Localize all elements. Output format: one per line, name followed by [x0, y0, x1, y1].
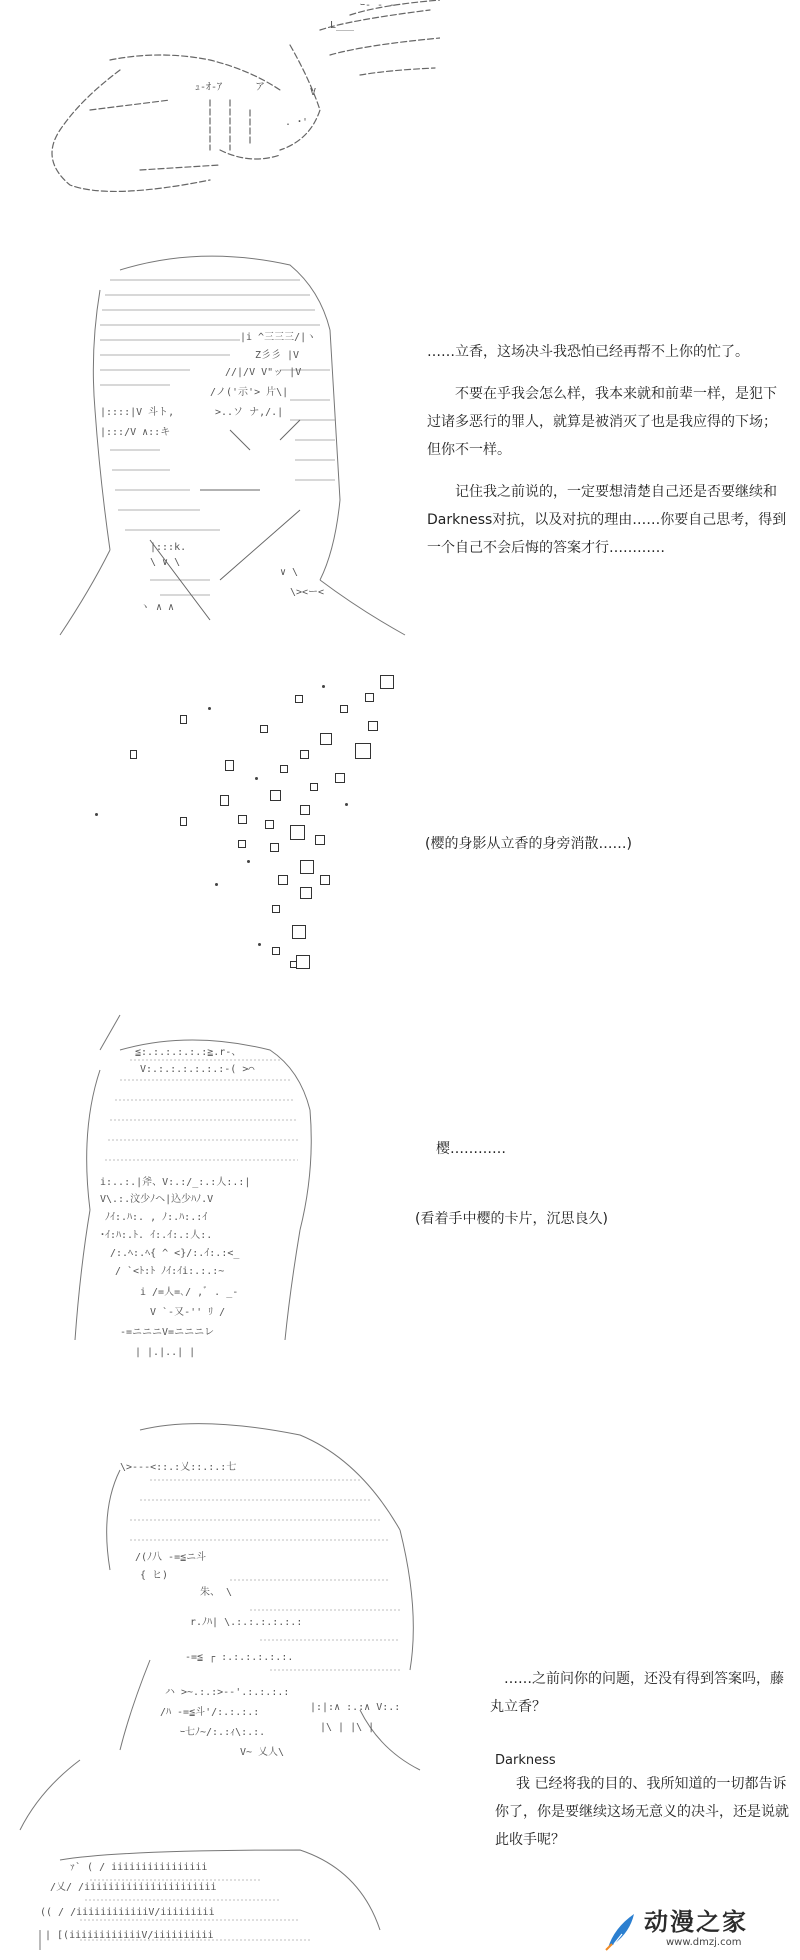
svg-text:V: V	[310, 87, 317, 98]
svg-text:| |.|..| |: | |.|..| |	[135, 1347, 196, 1358]
svg-text:L___: L___	[330, 20, 355, 31]
svg-text:/乂/ /iiiiiiiiiiiiiiiiiiiiii: /乂/ /iiiiiiiiiiiiiiiiiiiiii	[50, 1882, 217, 1893]
panel-3-dissolve-particles	[0, 665, 420, 965]
dialogue-line: ……之前问你的问题，还没有得到答案吗，藤丸立香？	[490, 1671, 784, 1715]
svg-text:Z彡彡 |V: Z彡彡 |V	[255, 350, 300, 361]
svg-text:ヽ ∧ ∧: ヽ ∧ ∧	[140, 602, 175, 613]
svg-text:. ･': . ･'	[285, 117, 309, 128]
svg-text:|::::|V 斗ト,: |::::|V 斗ト,	[100, 407, 175, 418]
dialogue-line: 不要在乎我会怎么样，我本来就和前辈一样，是犯下过诸多恶行的罪人，就算是被消灭了也是我应得的下场；但你不一样。	[427, 386, 777, 458]
svg-text:\ ∨ \: \ ∨ \	[150, 557, 181, 568]
svg-text:/ `<ﾄ:ﾄ ﾉｲ:ｲi:.:.:~: / `<ﾄ:ﾄ ﾉｲ:ｲi:.:.:~	[115, 1266, 225, 1277]
svg-text:-=ニニニV=ニニニレ: -=ニニニV=ニニニレ	[120, 1327, 215, 1338]
svg-text:/ﾊ -=≦斗'/:.:.:.:: /ﾊ -=≦斗'/:.:.:.:	[160, 1707, 260, 1718]
svg-text://|/V V"ッ |V: //|/V V"ッ |V	[225, 367, 302, 378]
panel-4-ritsuka-art	[40, 1010, 340, 1380]
dialogue-line: ……立香，这场决斗我恐怕已经再帮不上你的忙了。	[427, 344, 749, 360]
panel-4-speech: 樱…………	[436, 1141, 506, 1157]
svg-text:/ノ('示'> 片\|: /ノ('示'> 片\|	[210, 387, 289, 398]
svg-text:朱、 \: 朱、 \	[200, 1587, 233, 1598]
svg-text:V\.:.汶少ﾉヘ|込少ﾊﾉ.V: V\.:.汶少ﾉヘ|込少ﾊﾉ.V	[100, 1194, 214, 1205]
svg-text:≦:.:.:.:.:.:≧.r-、: ≦:.:.:.:.:.:≧.r-、	[135, 1047, 242, 1058]
svg-text:/:.ﾍ:.ﾍ{ ^ <}/:.ｲ:.:<_: /:.ﾍ:.ﾍ{ ^ <}/:.ｲ:.:<_	[110, 1248, 240, 1259]
svg-text:|\ | |\ |: |\ | |\ |	[320, 1722, 375, 1733]
svg-text:ア: ア	[255, 82, 265, 93]
speaker-name: Darkness	[495, 1753, 556, 1768]
svg-text:| [(iiiiiiiiiiiiV/iiiiiiiiii: | [(iiiiiiiiiiiiV/iiiiiiiiii	[45, 1930, 214, 1941]
svg-text:∨ \: ∨ \	[280, 567, 299, 578]
dialogue-line: 记住我之前说的，一定要想清楚自己还是否要继续和Darkness对抗，以及对抗的理由……你要自己思考，得到一个自己不会后悔的答案才行…………	[427, 484, 787, 556]
svg-text:-=≦ ┌ :.:.:.:.:.:.: -=≦ ┌ :.:.:.:.:.:.	[185, 1652, 294, 1663]
panel-2-sakura-art	[0, 250, 420, 640]
svg-text:V:.:.:.:.:.:.:-( >⌒: V:.:.:.:.:.:.:-( >⌒	[140, 1064, 255, 1075]
svg-text:ｭ-ｵ-ｱ: ｭ-ｵ-ｱ	[195, 82, 223, 93]
svg-text:ｰ‐ ‐ ‐: ｰ‐ ‐ ‐	[360, 0, 396, 11]
feather-pen-icon	[606, 1914, 634, 1950]
svg-text:{ ヒ): { ヒ)	[140, 1570, 169, 1581]
panel-5-dialogue-2	[495, 1770, 795, 1854]
panel-5-dialogue	[490, 1665, 790, 1721]
svg-text:ｰ七ﾉ~/:.:ｨ\:.:.: ｰ七ﾉ~/:.:ｨ\:.:.	[180, 1727, 266, 1738]
svg-text:(( / /iiiiiiiiiiiiV/iiiiiiiii: (( / /iiiiiiiiiiiiV/iiiiiiiii	[40, 1907, 215, 1918]
panel-4-narration: (看着手中樱的卡片，沉思良久)	[415, 1211, 608, 1227]
watermark-name: 动漫之家	[644, 1908, 748, 1936]
dialogue-line: 我 已经将我的目的、我所知道的一切都告诉你了，你是要继续这场无意义的决斗，还是说就此收手呢？	[495, 1776, 789, 1848]
site-watermark	[600, 1908, 790, 1952]
svg-text:r.ﾉﾊ| \.:.:.:.:.:.:: r.ﾉﾊ| \.:.:.:.:.:.:	[190, 1617, 303, 1628]
svg-text:|i ^三三三/|ヽ: |i ^三三三/|ヽ	[240, 332, 317, 343]
svg-text:ｧ` ( / iiiiiiiiiiiiiiii: ｧ` ( / iiiiiiiiiiiiiiii	[70, 1862, 208, 1873]
svg-text:ﾉｲ:.ﾊ:. , ﾉ:.ﾊ:.:ｲ: ﾉｲ:.ﾊ:. , ﾉ:.ﾊ:.:ｲ	[105, 1212, 208, 1223]
svg-text:\>-‐‐<::.:乂::.:.:七: \>-‐‐<::.:乂::.:.:七	[120, 1462, 237, 1473]
watermark-url: www.dmzj.com	[666, 1937, 742, 1948]
svg-text:|:::/V ∧::キ: |:::/V ∧::キ	[100, 427, 171, 438]
svg-text:\><ー<: \><ー<	[290, 587, 325, 598]
svg-text:/(ﾉ八 -=≦ニ斗: /(ﾉ八 -=≦ニ斗	[135, 1552, 207, 1563]
svg-text:i:..:.|斧、V:.:/_:.:人:.:|: i:..:.|斧、V:.:/_:.:人:.:|	[100, 1177, 251, 1188]
svg-text:|:|:∧ :.:∧ V:.:: |:|:∧ :.:∧ V:.:	[310, 1702, 401, 1713]
svg-text:ハ >~.:.:>-‐'.:.:.:.:: ハ >~.:.:>-‐'.:.:.:.:	[165, 1687, 290, 1698]
svg-text:|:::k.: |:::k.	[150, 542, 187, 553]
svg-text:V `-又-'' ﾘ /: V `-又-'' ﾘ /	[150, 1307, 226, 1318]
panel-1-arm-art	[20, 0, 440, 215]
panel-5-darkness-art	[0, 1410, 500, 1950]
panel-3-narration: (樱的身影从立香的身旁消散……)	[425, 836, 632, 852]
svg-text:V~ 乂人\: V~ 乂人\	[240, 1747, 285, 1758]
svg-text:i /=人=､/ ,ﾞ . _-: i /=人=､/ ,ﾞ . _-	[140, 1287, 239, 1298]
panel-2-dialogue	[427, 338, 787, 576]
svg-text:･ｲ:ﾊ:.ﾄ. ｲ:.ｲ:.:人:.: ･ｲ:ﾊ:.ﾄ. ｲ:.ｲ:.:人:.	[100, 1230, 213, 1241]
svg-text:>..ソ ナ,/.|: >..ソ ナ,/.|	[215, 407, 284, 418]
